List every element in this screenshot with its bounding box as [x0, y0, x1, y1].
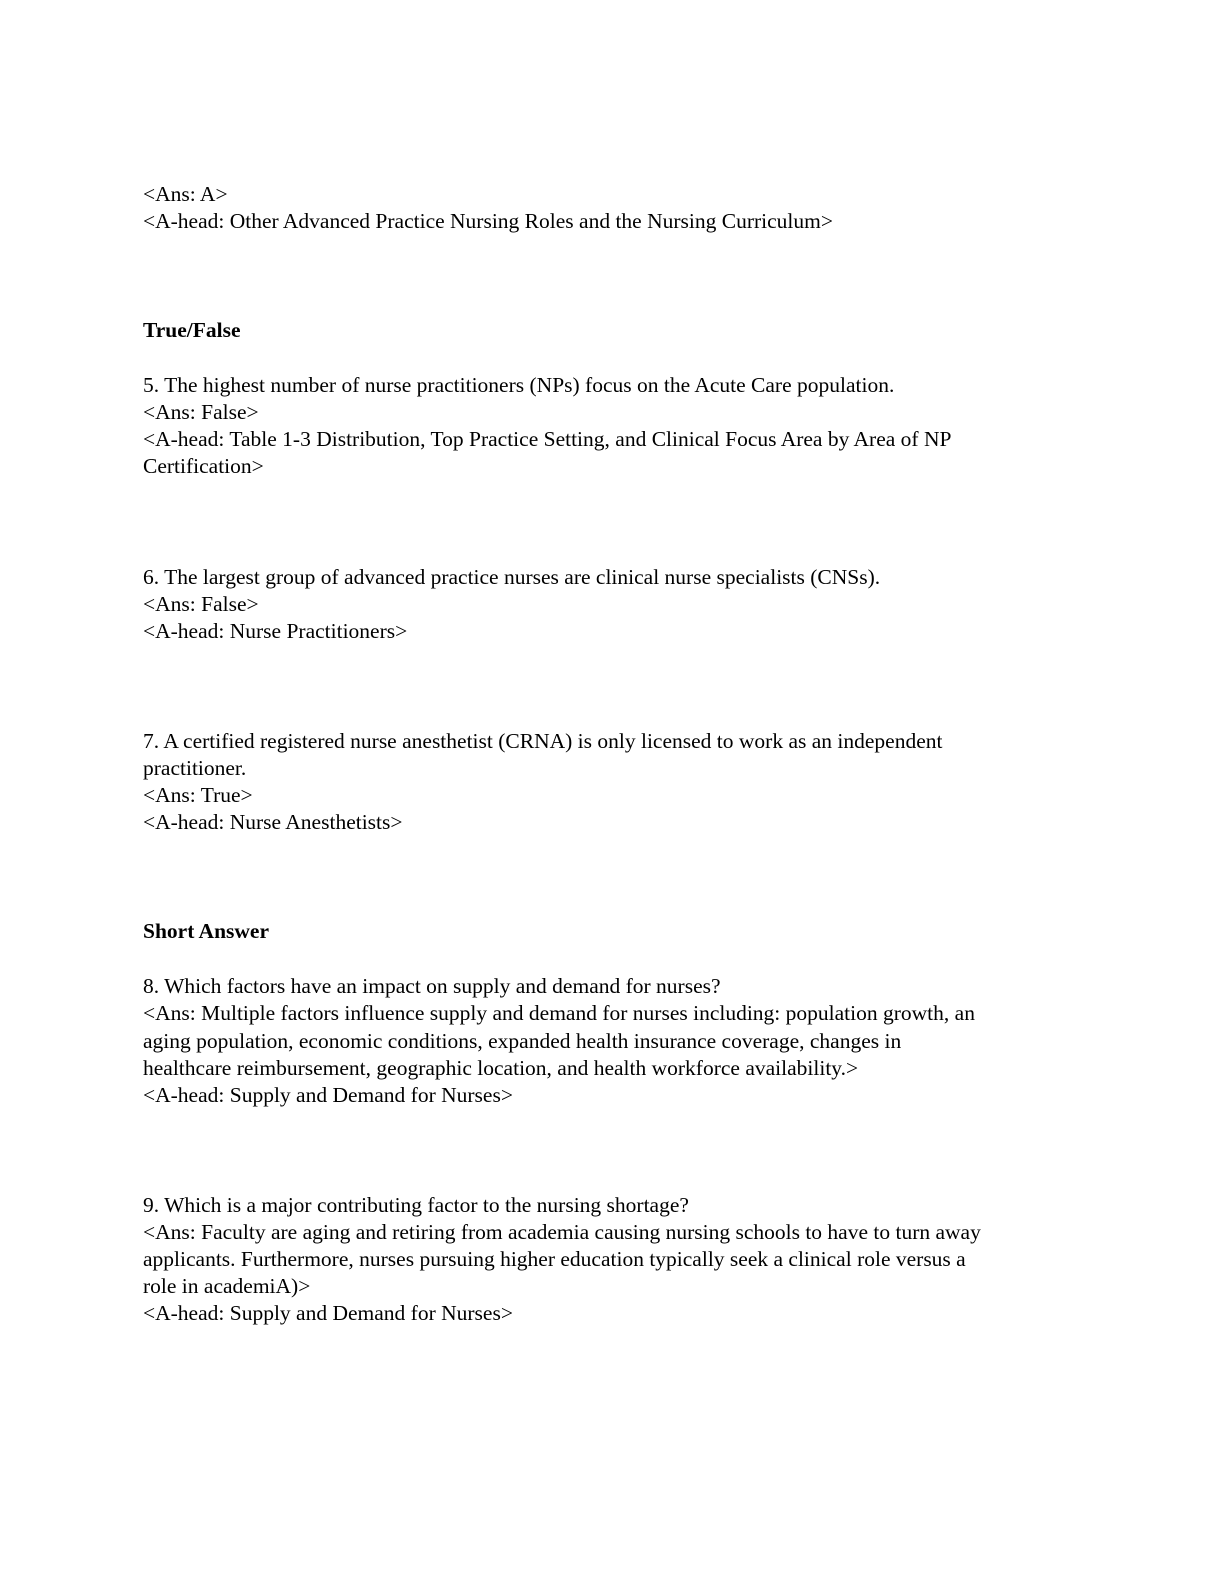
q6-ahead: <A-head: Nurse Practitioners> [143, 619, 408, 643]
q6-question: 6. The largest group of advanced practice nurses are clinical nurse specialists (CNSs). [143, 565, 881, 589]
q7-question-line1: 7. A certified registered nurse anesthetist (CRNA) is only licensed to work as an independent [143, 729, 943, 753]
q6-answer: <Ans: False> [143, 592, 259, 616]
q7-question-line2: practitioner. [143, 756, 247, 780]
q9-answer-line1: <Ans: Faculty are aging and retiring from academia causing nursing schools to have to turn away [143, 1220, 981, 1244]
q8-question: 8. Which factors have an impact on supply and demand for nurses? [143, 974, 721, 998]
q8-answer-line2: aging population, economic conditions, expanded health insurance coverage, changes in [143, 1029, 902, 1053]
q5-ahead-line1: <A-head: Table 1-3 Distribution, Top Practice Setting, and Clinical Focus Area by Area of NP [143, 427, 952, 451]
q8-answer-line3: healthcare reimbursement, geographic location, and health workforce availability.> [143, 1056, 859, 1080]
section-heading-true-false: True/False [143, 318, 241, 342]
q9-answer-line3: role in academiA)> [143, 1274, 311, 1298]
q5-answer: <Ans: False> [143, 400, 259, 424]
intro-ahead: <A-head: Other Advanced Practice Nursing Roles and the Nursing Curriculum> [143, 209, 833, 233]
q7-answer: <Ans: True> [143, 783, 253, 807]
q9-answer-line2: applicants. Furthermore, nurses pursuing higher education typically seek a clinical role versus a [143, 1247, 966, 1271]
q7-ahead: <A-head: Nurse Anesthetists> [143, 810, 403, 834]
q8-answer-line1: <Ans: Multiple factors influence supply and demand for nurses including: population growth, an [143, 1001, 975, 1025]
q9-question: 9. Which is a major contributing factor to the nursing shortage? [143, 1193, 689, 1217]
intro-answer: <Ans: A> [143, 182, 228, 206]
section-heading-short-answer: Short Answer [143, 919, 270, 943]
q9-ahead: <A-head: Supply and Demand for Nurses> [143, 1301, 513, 1325]
q5-question: 5. The highest number of nurse practitioners (NPs) focus on the Acute Care population. [143, 373, 895, 397]
q5-ahead-line2: Certification> [143, 454, 264, 478]
q8-ahead: <A-head: Supply and Demand for Nurses> [143, 1083, 513, 1107]
